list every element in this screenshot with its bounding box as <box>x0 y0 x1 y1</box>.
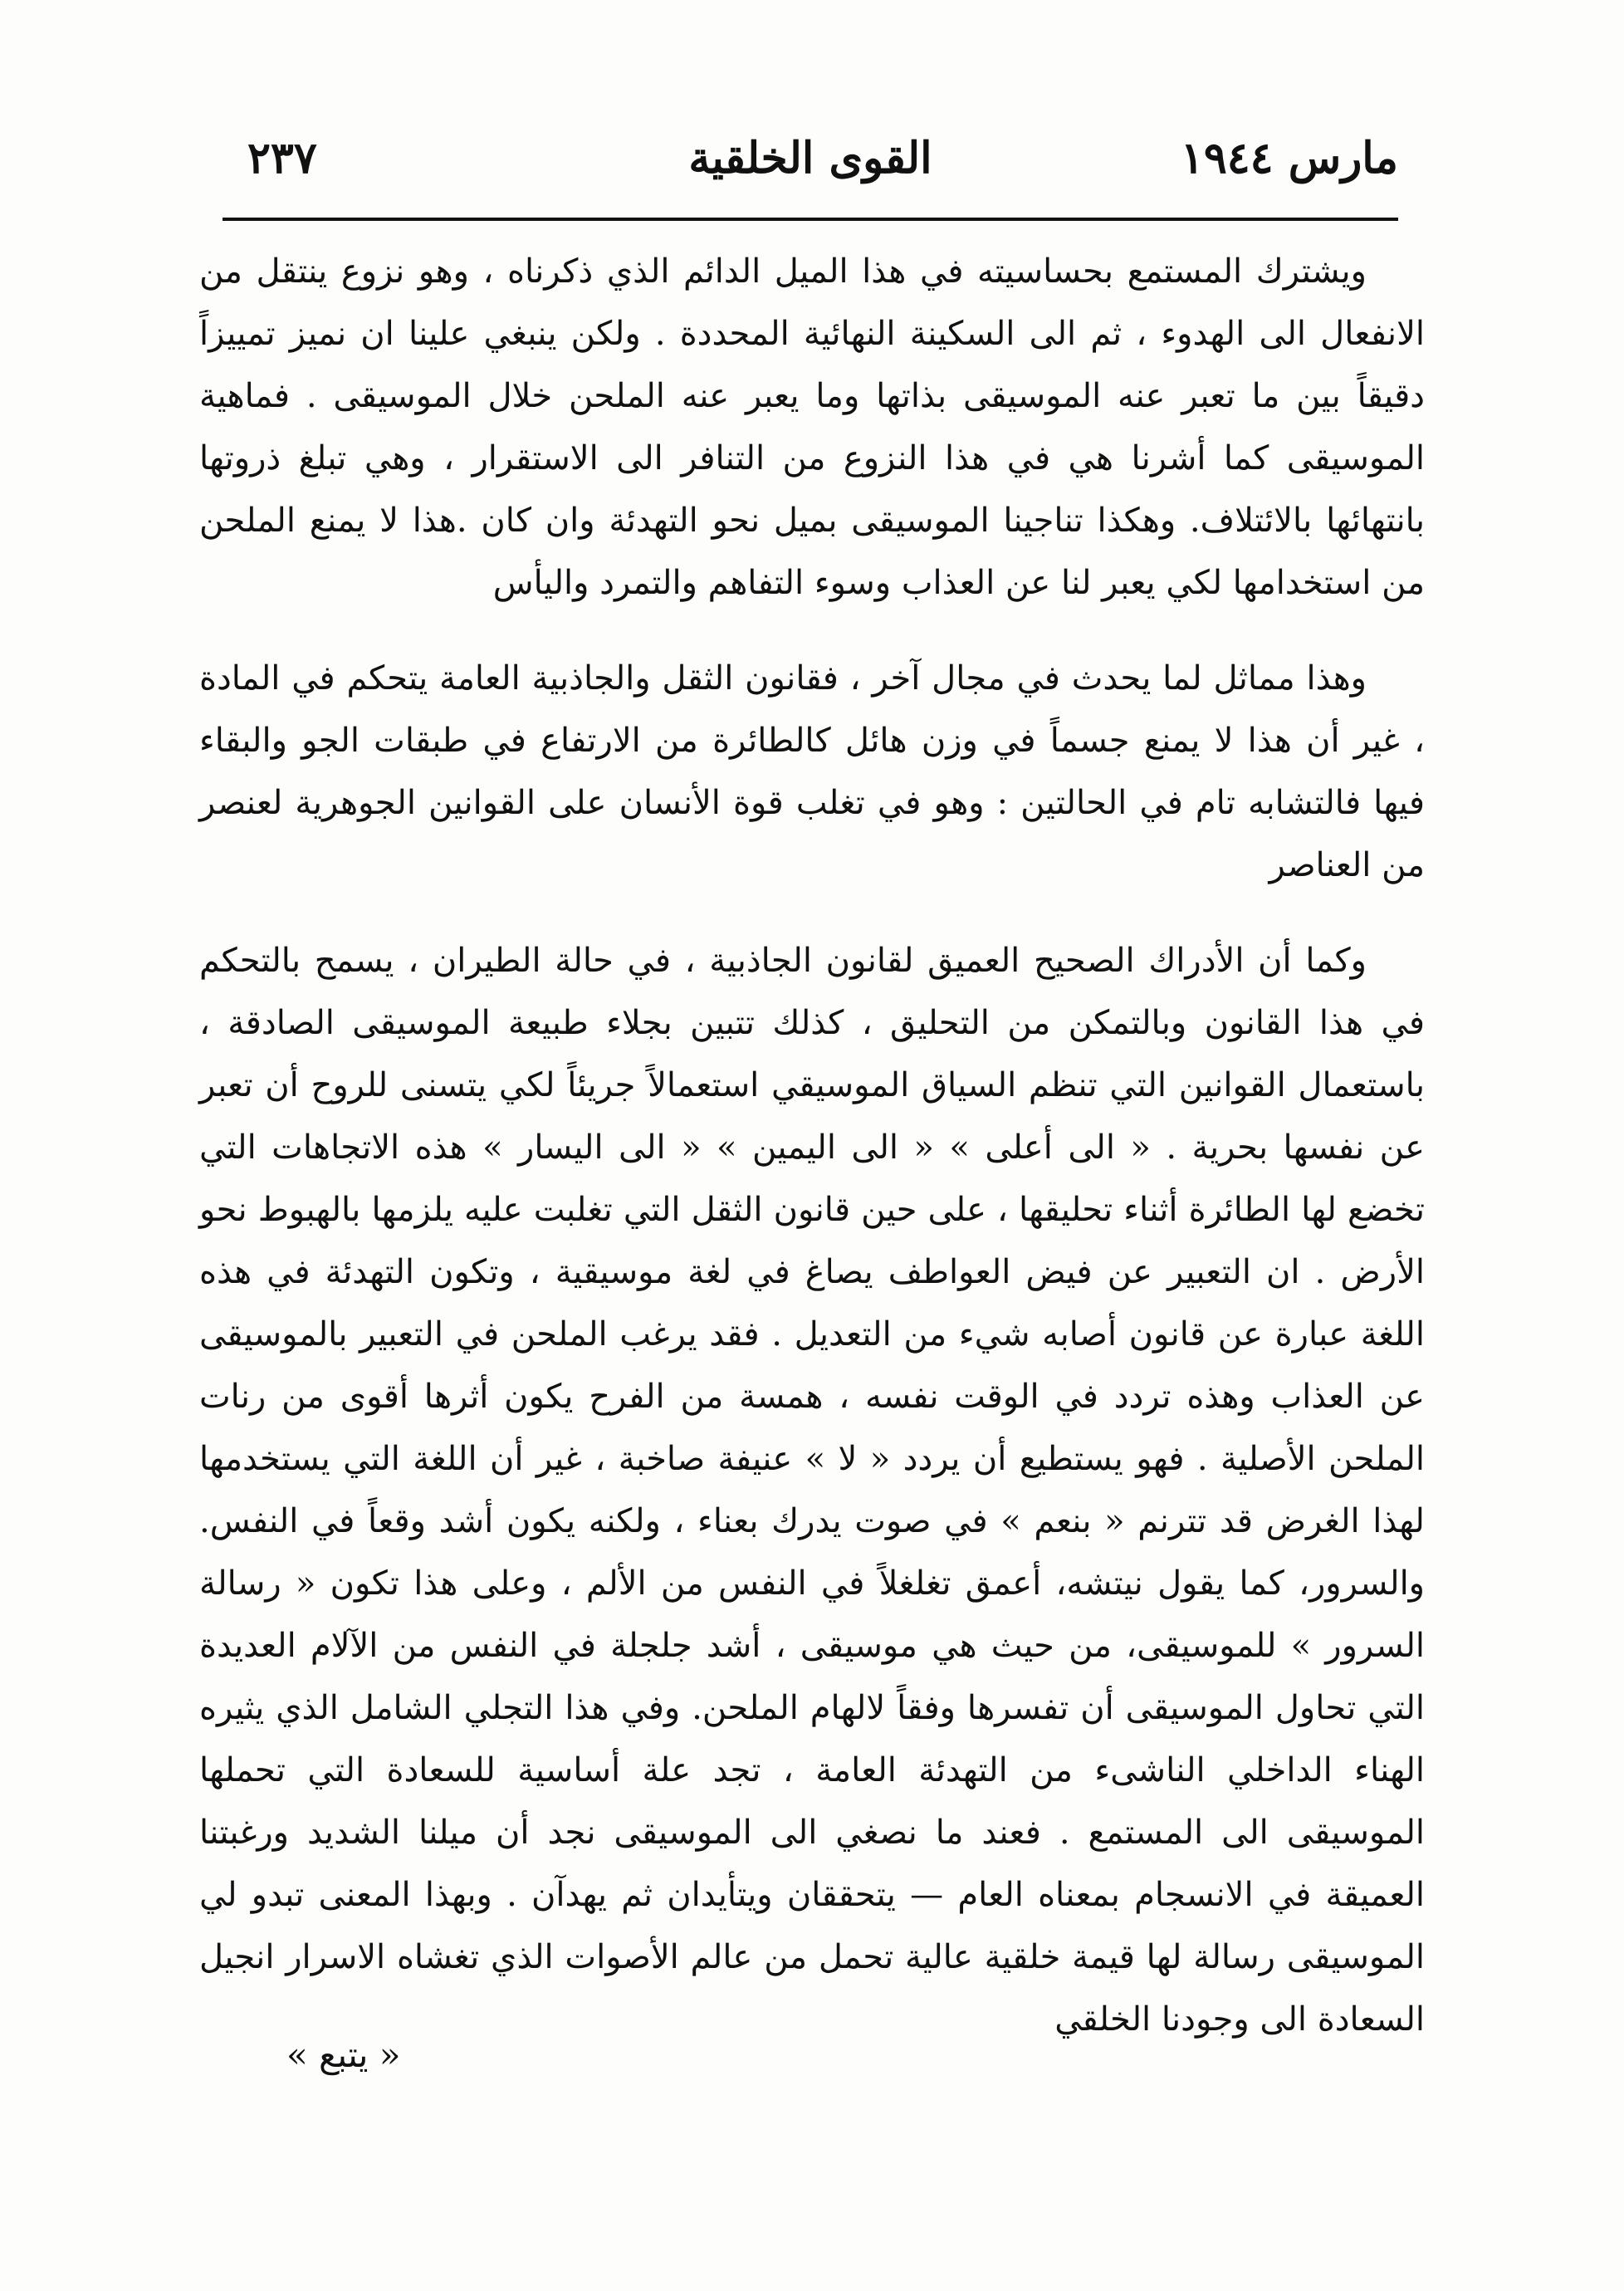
header-rule <box>223 218 1398 221</box>
paragraph-3: وكما أن الأدراك الصحيح العميق لقانون الجاذبية ، في حالة الطيران ، يسمح بالتحكم في هذا القانون وبالتمكن من التحليق ، كذلك تتبين بجلاء طبيعة الموسيقى الصادقة ، باستعمال القوانين التي تنظم السياق الموسيقي استعمالاً جريئاً لكي يتسنى للروح أن تعبر عن نفسها بحرية . « الى أعلى » « الى اليمين » « الى اليسار » هذه الاتجاهات التي تخضع لها الطائرة أثناء تحليقها ، على حين قانون الثقل التي تغلبت عليه يلزمها بالهبوط نحو الأرض . ان التعبير عن فيض العواطف يصاغ في لغة موسيقية ، وتكون التهدئة في هذه اللغة عبارة عن قانون أصابه شيء من التعديل . فقد يرغب الملحن في التعبير بالموسيقى عن العذاب وهذه تردد في الوقت نفسه ، همسة من الفرح يكون أثرها أقوى من رنات الملحن الأصلية . فهو يستطيع أن يردد « لا » عنيفة صاخبة ، غير أن اللغة التي يستخدمها لهذا الغرض قد تترنم « بنعم » في صوت يدرك بعناء ، ولكنه يكون أشد وقعاً في النفس. والسرور، كما يقول نيتشه، أعمق تغلغلاً في النفس من الألم ، وعلى هذا تكون « رسالة السرور » للموسيقى، من حيث هي موسيقى ، أشد جلجلة في النفس من الآلام العديدة التي تحاول الموسيقى أن تفسرها وفقاً لالهام الملحن. وفي هذا التجلي الشامل الذي يثيره الهناء الداخلي الناشىء من التهدئة العامة ، تجد علة أساسية للسعادة التي تحملها الموسيقى الى المستمع . فعند ما نصغي الى الموسيقى نجد أن ميلنا الشديد ورغبتنا العميقة في الانسجام بمعناه العام — يتحققان ويتأيدان ثم يهدآن . وبهذا المعنى تبدو لي الموسيقى رسالة لها قيمة خلقية عالية تحمل من عالم الأصوات الذي تغشاه الاسرار انجيل السعادة الى وجودنا الخلقي <box>199 942 1425 2039</box>
header-date: مارس ١٩٤٤ <box>1180 133 1398 184</box>
continued-marker: « يتبع » <box>286 2034 401 2075</box>
header-title: القوى الخلقية <box>688 133 932 184</box>
article-body <box>199 241 1425 2084</box>
running-header <box>223 125 1398 203</box>
paragraph-1: ويشترك المستمع بحساسيته في هذا الميل الدائم الذي ذكرناه ، وهو نزوع ينتقل من الانفعال الى الهدوء ، ثم الى السكينة النهائية المحددة . ولكن ينبغي علينا ان نميز تمييزاً دقيقاً بين ما تعبر عنه الموسيقى بذاتها وما يعبر عنه الملحن خلال الموسيقى . فماهية الموسيقى كما أشرنا هي في هذا النزوع من التنافر الى الاستقرار ، وهي تبلغ ذروتها بانتهائها بالائتلاف. وهكذا تناجينا الموسيقى بميل نحو التهدئة وان كان .هذا لا يمنع الملحن من استخدامها لكي يعبر لنا عن العذاب وسوء التفاهم والتمرد واليأس <box>199 252 1425 602</box>
page-number: ٢٣٧ <box>247 133 317 184</box>
paragraph-2: وهذا مماثل لما يحدث في مجال آخر ، فقانون الثقل والجاذبية العامة يتحكم في المادة ، غير أن هذا لا يمنع جسماً في وزن هائل كالطائرة من الارتفاع في طبقات الجو والبقاء فيها فالتشابه تام في الحالتين : وهو في تغلب قوة الأنسان على القوانين الجوهرية لعنصر من العناصر <box>199 659 1425 884</box>
